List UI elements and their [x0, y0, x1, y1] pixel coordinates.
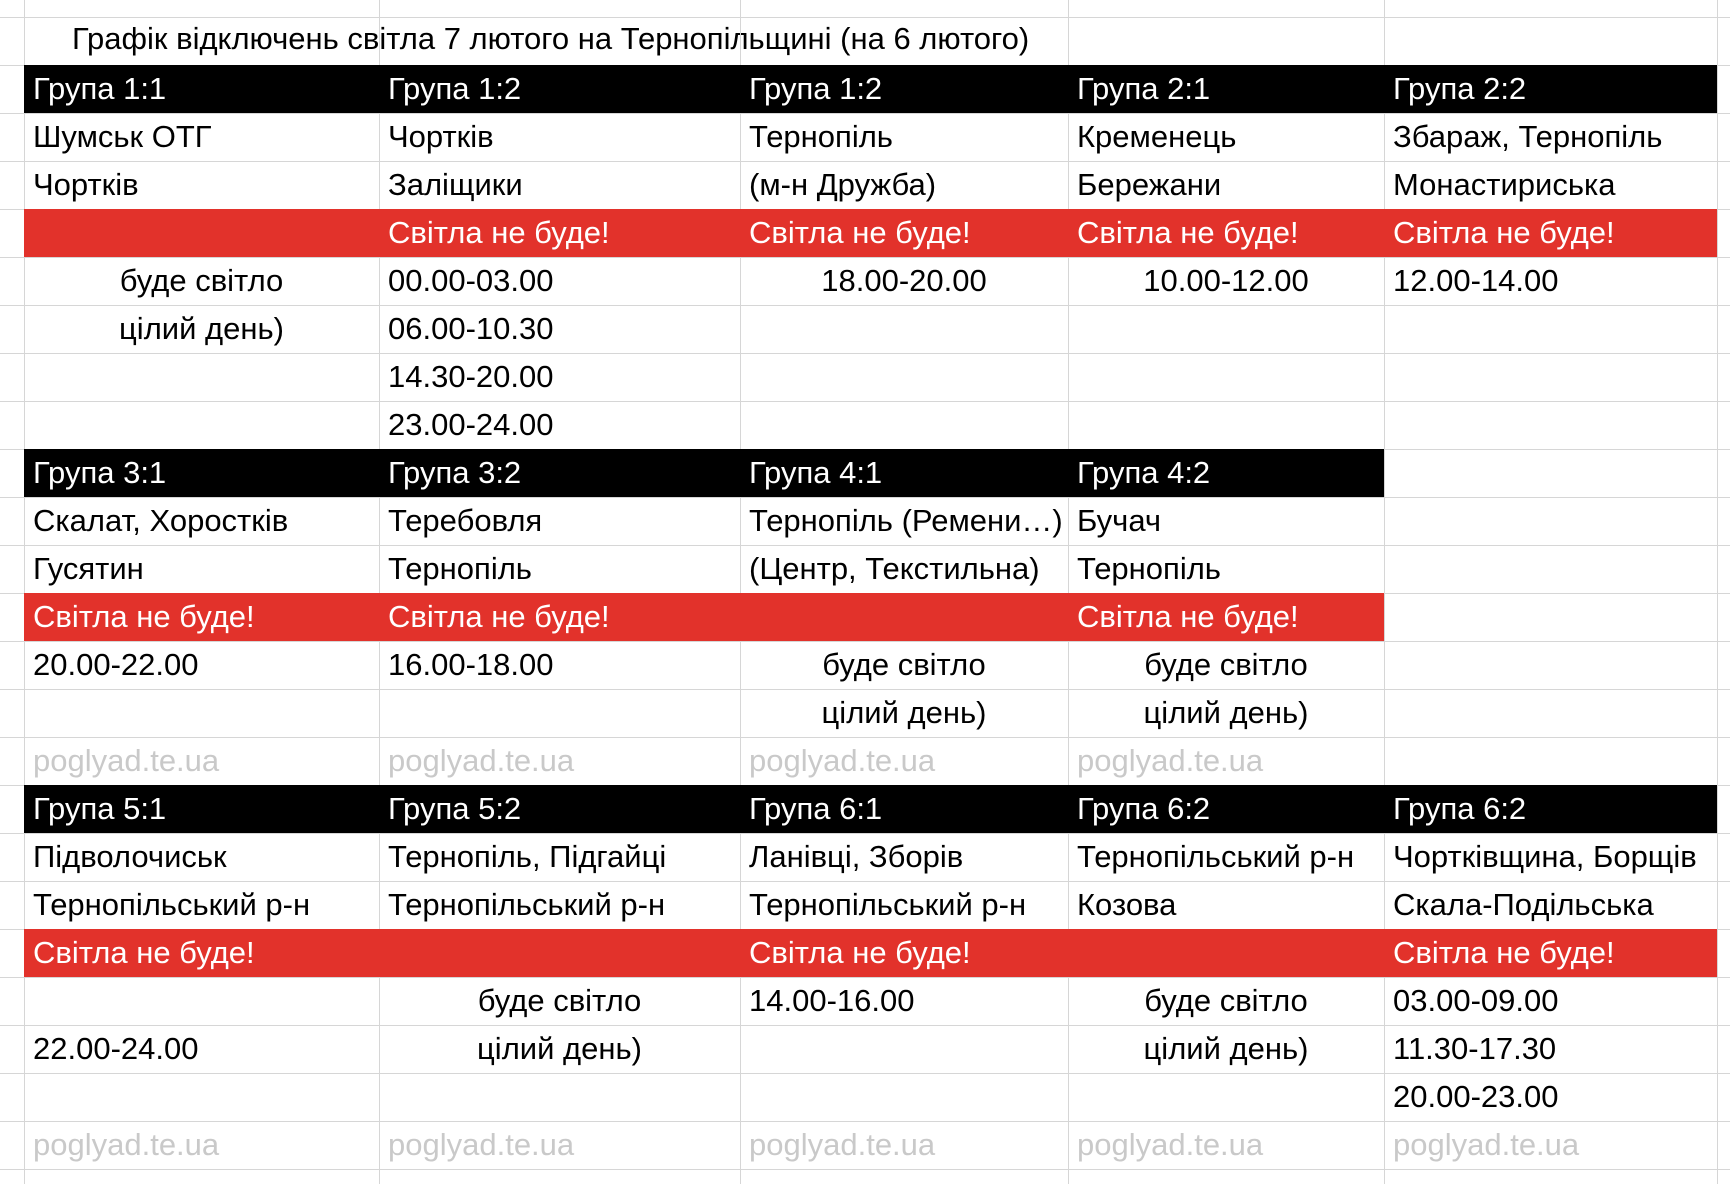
- outage-time-cell[interactable]: 16.00-18.00: [388, 647, 554, 682]
- watermark-text[interactable]: poglyad.te.ua: [33, 743, 220, 778]
- no-power-warning[interactable]: [379, 929, 740, 977]
- group-area-line[interactable]: Тернопіль: [388, 551, 532, 586]
- group-header[interactable]: Група 3:2: [388, 455, 522, 490]
- no-power-warning[interactable]: [24, 209, 379, 257]
- group-area-line[interactable]: Підволочиськ: [33, 839, 227, 874]
- no-power-warning[interactable]: Світла не буде!: [1077, 215, 1299, 250]
- outage-time-cell[interactable]: цілий день): [1143, 1031, 1309, 1066]
- group-header[interactable]: Група 6:1: [749, 791, 883, 826]
- group-area-line[interactable]: Чортків: [388, 119, 494, 154]
- outage-time-cell[interactable]: цілий день): [821, 695, 987, 730]
- group-area-line[interactable]: Кременець: [1077, 119, 1237, 154]
- outage-time-cell[interactable]: 14.30-20.00: [388, 359, 554, 394]
- group-header[interactable]: Група 4:1: [749, 455, 883, 490]
- gridline-vertical: [1717, 0, 1718, 1184]
- group-area-line[interactable]: Чортківщина, Борщів: [1393, 839, 1697, 874]
- group-area-line[interactable]: Бучач: [1077, 503, 1162, 538]
- group-area-line[interactable]: Монастириська: [1393, 167, 1616, 202]
- group-area-line[interactable]: Тернопільський р-н: [388, 887, 666, 922]
- outage-time-cell[interactable]: 14.00-16.00: [749, 983, 915, 1018]
- outage-time-cell[interactable]: 20.00-22.00: [33, 647, 199, 682]
- group-header[interactable]: Група 2:2: [1393, 71, 1527, 106]
- no-power-warning[interactable]: Світла не буде!: [388, 599, 610, 634]
- outage-time-cell[interactable]: цілий день): [477, 1031, 642, 1066]
- group-header[interactable]: Група 4:2: [1077, 455, 1211, 490]
- no-power-warning[interactable]: Світла не буде!: [33, 935, 255, 970]
- outage-time-cell[interactable]: 06.00-10.30: [388, 311, 554, 346]
- outage-time-cell[interactable]: 12.00-14.00: [1393, 263, 1559, 298]
- group-header[interactable]: Група 5:1: [33, 791, 167, 826]
- watermark-text[interactable]: poglyad.te.ua: [33, 1127, 220, 1162]
- group-header[interactable]: Група 6:2: [1077, 791, 1211, 826]
- gridline-horizontal: [0, 1169, 1730, 1170]
- outage-time-cell[interactable]: 18.00-20.00: [821, 263, 987, 298]
- no-power-warning[interactable]: Світла не буде!: [1077, 599, 1299, 634]
- no-power-warning[interactable]: Світла не буде!: [749, 935, 971, 970]
- outage-time-cell[interactable]: 22.00-24.00: [33, 1031, 199, 1066]
- group-header[interactable]: Група 1:2: [388, 71, 522, 106]
- no-power-warning[interactable]: [740, 593, 1068, 641]
- group-area-line[interactable]: Гусятин: [33, 551, 144, 586]
- watermark-text[interactable]: poglyad.te.ua: [388, 1127, 575, 1162]
- group-area-line[interactable]: Тернопільський р-н: [33, 887, 311, 922]
- group-area-line[interactable]: Збараж, Тернопіль: [1393, 119, 1663, 154]
- watermark-text[interactable]: poglyad.te.ua: [1393, 1127, 1580, 1162]
- outage-time-cell[interactable]: буде світло: [119, 263, 284, 298]
- group-area-line[interactable]: Тернопіль: [1077, 551, 1221, 586]
- group-area-line[interactable]: Шумськ ОТГ: [33, 119, 212, 154]
- gridline-horizontal: [0, 17, 1730, 18]
- outage-time-cell[interactable]: цілий день): [1143, 695, 1309, 730]
- group-area-line[interactable]: Тернопільський р-н: [1077, 839, 1355, 874]
- outage-time-cell[interactable]: 23.00-24.00: [388, 407, 554, 442]
- group-area-line[interactable]: Скала-Подільська: [1393, 887, 1654, 922]
- no-power-warning[interactable]: Світла не буде!: [1393, 215, 1615, 250]
- group-area-line[interactable]: Бережани: [1077, 167, 1222, 202]
- watermark-text[interactable]: poglyad.te.ua: [1077, 1127, 1264, 1162]
- group-area-line[interactable]: Тернопіль: [749, 119, 893, 154]
- outage-time-cell[interactable]: буде світло: [1144, 647, 1308, 682]
- group-header[interactable]: Група 1:1: [33, 71, 167, 106]
- outage-time-cell[interactable]: 00.00-03.00: [388, 263, 554, 298]
- group-header[interactable]: Група 3:1: [33, 455, 167, 490]
- watermark-text[interactable]: poglyad.te.ua: [1077, 743, 1264, 778]
- group-area-line[interactable]: (Центр, Текстильна): [749, 551, 1040, 586]
- outage-time-cell[interactable]: 11.30-17.30: [1393, 1031, 1557, 1066]
- gridline-horizontal: [0, 353, 1730, 354]
- gridline-horizontal: [0, 401, 1730, 402]
- no-power-warning[interactable]: Світла не буде!: [749, 215, 971, 250]
- no-power-warning[interactable]: Світла не буде!: [1393, 935, 1615, 970]
- group-header[interactable]: Група 5:2: [388, 791, 522, 826]
- outage-time-cell[interactable]: 20.00-23.00: [1393, 1079, 1559, 1114]
- outage-time-cell[interactable]: 03.00-09.00: [1393, 983, 1559, 1018]
- group-area-line[interactable]: Тернопіль, Підгайці: [388, 839, 667, 874]
- group-header[interactable]: Група 1:2: [749, 71, 883, 106]
- outage-time-cell[interactable]: буде світло: [477, 983, 642, 1018]
- outage-time-cell[interactable]: цілий день): [119, 311, 284, 346]
- sheet-title[interactable]: Графік відключень світла 7 лютого на Тернопільщині (на 6 лютого): [72, 21, 1030, 56]
- group-area-line[interactable]: (м-н Дружба): [749, 167, 937, 202]
- watermark-text[interactable]: poglyad.te.ua: [388, 743, 575, 778]
- outage-time-cell[interactable]: буде світло: [822, 647, 986, 682]
- outage-time-cell[interactable]: буде світло: [1144, 983, 1308, 1018]
- watermark-text[interactable]: poglyad.te.ua: [749, 1127, 936, 1162]
- group-area-line[interactable]: Заліщики: [388, 167, 523, 202]
- no-power-warning[interactable]: [1068, 929, 1384, 977]
- group-header[interactable]: Група 2:1: [1077, 71, 1211, 106]
- group-area-line[interactable]: Чортків: [33, 167, 139, 202]
- group-area-line[interactable]: Тернопільський р-н: [749, 887, 1027, 922]
- outage-time-cell[interactable]: 10.00-12.00: [1143, 263, 1309, 298]
- no-power-warning[interactable]: Світла не буде!: [33, 599, 255, 634]
- no-power-warning[interactable]: Світла не буде!: [388, 215, 610, 250]
- group-area-line[interactable]: Тернопіль (Ремени…): [749, 503, 1063, 538]
- group-area-line[interactable]: Скалат, Хоростків: [33, 503, 289, 538]
- group-area-line[interactable]: Ланівці, Зборів: [749, 839, 964, 874]
- group-area-line[interactable]: Теребовля: [388, 503, 543, 538]
- group-area-line[interactable]: Козова: [1077, 887, 1177, 922]
- watermark-text[interactable]: poglyad.te.ua: [749, 743, 936, 778]
- group-header[interactable]: Група 6:2: [1393, 791, 1527, 826]
